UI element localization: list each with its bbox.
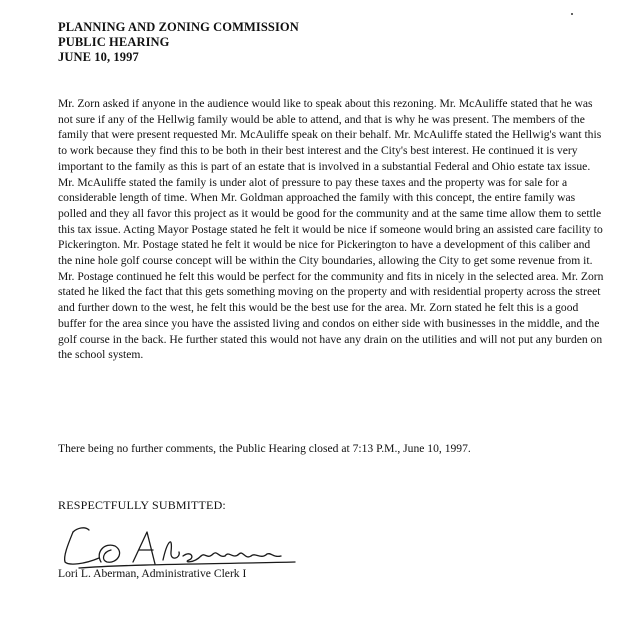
header-date: JUNE 10, 1997 (58, 50, 139, 64)
handwritten-signature (55, 512, 315, 574)
minutes-paragraph: Mr. Zorn asked if anyone in the audience would like to speak about this rezoning. Mr. McAuliffe stated that he was not sure if any of the Hellwig family would be able to attend, and that is why he was present. The members of the family that were present requested Mr. McAuliffe speak on their behalf. Mr. McAuliffe stated the Hellwig's want this to work because they find this to be both in their best interest and the City's best interest. He continued it is very important to the family as this is part of an estate that is involved in a substantial Federal and Ohio estate tax issue. Mr. McAuliffe stated the family is under alot of pressure to pay these taxes and the property was for sale for a considerable length of time. When Mr. Goldman approached the family with this concept, the entire family was polled and they all favor this project as it would be good for the community and at the same time allow them to settle this tax issue. Acting Mayor Postage stated he felt it would be nice if someone would bring an assisted care facility to Pickerington. Mr. Postage stated he felt it would be nice for Pickerington to have a development of this caliber and the nine hole golf course concept will be within the City boundaries, allowing the City to get some revenue from it. Mr. Postage continued he felt this would be perfect for the community and fits in nicely in the selected area. Mr. Zorn stated he liked the fact that this gets something moving on the property and with residential property across the street and further down to the west, he felt this would be the best use for the area. Mr. Zorn stated he felt this is a good buffer for the area since you have the assisted living and condos on either side with businesses in the middle, and the golf course in the back. He further stated this would not have any drain on the utilities and will not put any burden on the school system. (58, 97, 604, 362)
scan-speck (571, 13, 573, 15)
document-header (58, 20, 299, 65)
header-hearing: PUBLIC HEARING (58, 35, 170, 49)
respectfully-submitted-label: RESPECTFULLY SUBMITTED: (58, 498, 226, 512)
closing-statement: There being no further comments, the Public Hearing closed at 7:13 P.M., June 10, 1997. (58, 442, 471, 455)
signer-name-title: Lori L. Aberman, Administrative Clerk I (58, 567, 247, 580)
header-commission: PLANNING AND ZONING COMMISSION (58, 20, 299, 34)
